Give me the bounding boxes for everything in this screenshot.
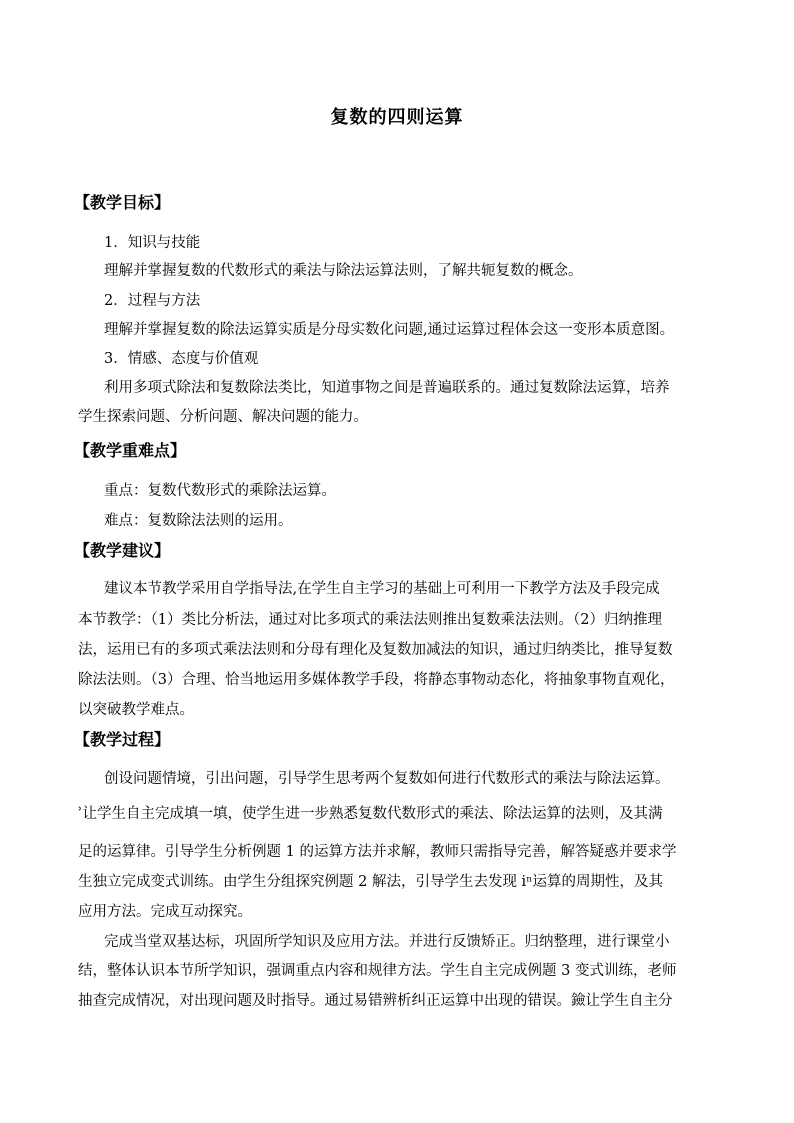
goals-line-4: 理解并掌握复数的除法运算实质是分母实数化问题,通过运算过程体会这一变形本质意图。 [104, 322, 675, 338]
suggestions-line-5: 以突破教学难点。 [78, 702, 194, 718]
section-heading-keypoints: 【教学重难点】 [74, 441, 187, 460]
suggestions-line-2: 本节教学：（1）类比分析法，通过对比多项式的乘法法则推出复数乘法法则。（2）归纳推理 [78, 612, 662, 628]
suggestions-line-1: 建议本节教学采用自学指导法,在学生自主学习的基础上可利用一下教学方法及手段完成 [104, 581, 660, 597]
goals-line-2: 理解并掌握复数的代数形式的乘法与除法运算法则，了解共轭复数的概念。 [104, 263, 583, 279]
process-line-7: 结，整体认识本节所学知识，强调重点内容和规律方法。学生自主完成例题 3 变式训练，老师 [78, 963, 677, 979]
process-line-8: 抽查完成情况，对出现问题及时指导。通过易错辨析纠正运算中出现的错误。鐱让学生自主分 [78, 993, 673, 1009]
process-line-4: 生独立完成变式训练。由学生分组探究例题 2 解法，引导学生去发现 iⁿ运算的周期性，及其 [78, 874, 663, 890]
keypoints-line-1: 重点：复数代数形式的乘除法运算。 [104, 483, 336, 499]
section-heading-goals: 【教学目标】 [74, 193, 171, 212]
suggestions-line-4: 除法法则。（3）合理、恰当地运用多媒体教学手段，将静态事物动态化，将抽象事物直观化， [78, 672, 675, 688]
section-heading-suggestions: 【教学建议】 [74, 541, 171, 560]
goals-line-3: 2．过程与方法 [104, 293, 201, 309]
goals-line-5: 3．情感、态度与价值观 [104, 351, 259, 367]
suggestions-line-3: 法，运用已有的多项式乘法法则和分母有理化及复数加减法的知识，通过归纳类比，推导复数 [78, 642, 673, 658]
goals-line-7: 学生探索问题、分析问题、解决问题的能力。 [78, 409, 368, 425]
process-line-6: 完成当堂双基达标，巩固所学知识及应用方法。并进行反馈矫正。归纳整理，进行课堂小 [104, 934, 670, 950]
process-line-1: 创设问题情境，引出问题，引导学生思考两个复数如何进行代数形式的乘法与除法运算。 [104, 771, 670, 787]
goals-line-1: 1．知识与技能 [104, 235, 201, 251]
process-line-3: 足的运算律。引导学生分析例题 1 的运算方法并求解，教师只需指导完善，解答疑惑并要求学 [78, 844, 677, 860]
goals-line-6: 利用多项式除法和复数除法类比，知道事物之间是普遍联系的。通过复数除法运算，培养 [104, 380, 670, 396]
process-line-2: ʾ让学生自主完成填一填，使学生进一步熟悉复数代数形式的乘法、除法运算的法则，及其满 [78, 806, 663, 822]
keypoints-line-2: 难点：复数除法法则的运用。 [104, 513, 293, 529]
process-line-5: 应用方法。完成互动探究。 [78, 904, 252, 920]
section-heading-process: 【教学过程】 [74, 730, 171, 749]
document-title: 复数的四则运算 [330, 107, 464, 128]
